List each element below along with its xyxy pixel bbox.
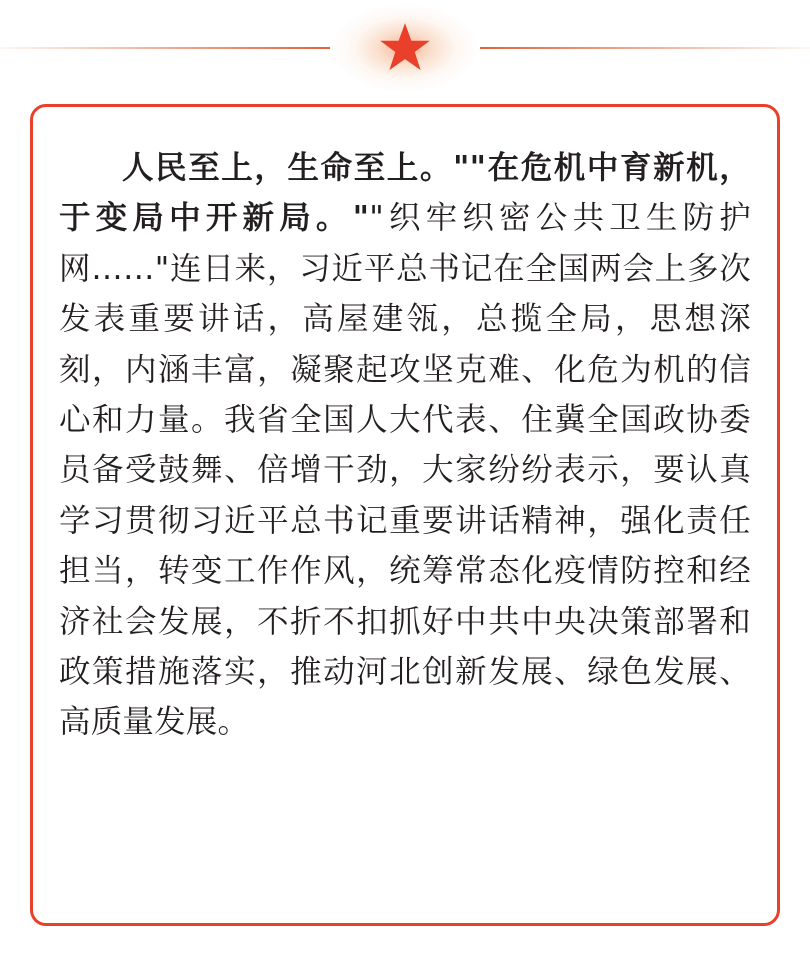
red-star-icon	[378, 21, 432, 75]
ornament-rule-left	[0, 47, 330, 49]
top-ornament	[0, 0, 810, 96]
star-ornament	[330, 0, 480, 96]
article-lead: 人民至上，生命至上。""在危机中育新机，于变局中开新局。"	[59, 150, 751, 237]
article-body: "织牢织密公共卫生防护网……"连日来，习近平总书记在全国两会上多次发表重要讲话，高屋建瓴，总揽全局，思想深刻，内涵丰富，凝聚起攻坚克难、化危为机的信心和力量。我省全国人大代表、住冀全国政协委员备受鼓舞、倍增干劲，大家纷纷表示，要认真学习贯彻习近平总书记重要讲话精神，强化责任担当，转变工作作风，统筹常态化疫情防控和经济社会发展，不折不扣抓好中共中央决策部署和政策措施落实，推动河北创新发展、绿色发展、高质量发展。	[59, 200, 751, 741]
content-box	[30, 104, 780, 926]
ornament-rule-right	[480, 47, 810, 49]
article-paragraph	[59, 143, 751, 748]
